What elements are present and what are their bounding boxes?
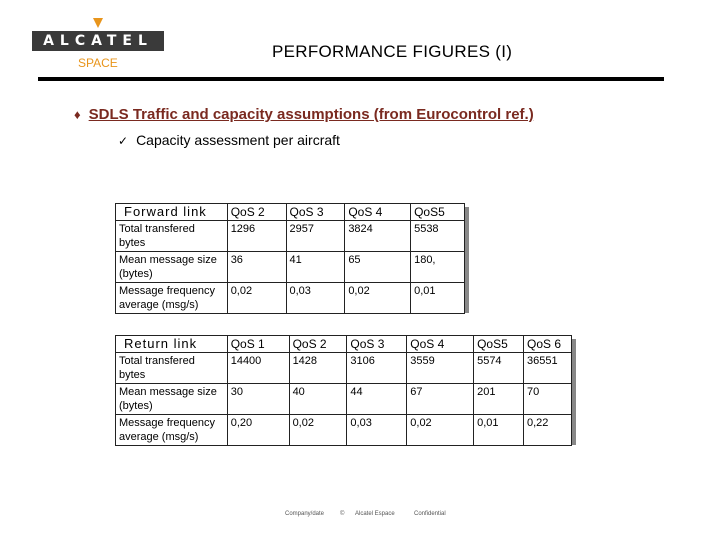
column-header: QoS 2 <box>227 204 286 221</box>
table-cell: 0,20 <box>227 415 289 446</box>
table-cell: 30 <box>227 384 289 415</box>
logo-brand: ALCATEL <box>32 31 164 51</box>
table-row <box>116 221 465 252</box>
table-cell: 36551 <box>524 353 572 384</box>
footer-copyright: © <box>340 511 345 517</box>
column-header: QoS5 <box>411 204 465 221</box>
row-label: Mean message size (bytes) <box>116 384 228 415</box>
table-cell: 65 <box>345 252 411 283</box>
table-cell: 40 <box>289 384 347 415</box>
row-label: Message frequency average (msg/s) <box>116 283 228 314</box>
row-label: Total transfered bytes <box>116 353 228 384</box>
table-cell: 14400 <box>227 353 289 384</box>
table-cell: 2957 <box>286 221 345 252</box>
table-header-row <box>116 204 465 221</box>
table-row <box>116 283 465 314</box>
table-cell: 0,22 <box>524 415 572 446</box>
footer-right: Confidential <box>414 511 446 517</box>
row-label: Total transfered bytes <box>116 221 228 252</box>
table-cell: 0,02 <box>345 283 411 314</box>
row-label: Mean message size (bytes) <box>116 252 228 283</box>
sub-bullet <box>118 132 340 148</box>
column-header: QoS 4 <box>407 336 474 353</box>
table-header-row <box>116 336 572 353</box>
table-cell: 67 <box>407 384 474 415</box>
return-link-table <box>115 335 572 446</box>
table-cell: 1428 <box>289 353 347 384</box>
column-header: QoS 3 <box>286 204 345 221</box>
table-cell: 0,01 <box>411 283 465 314</box>
return-table-title: Return link <box>116 336 228 353</box>
table-cell: 0,02 <box>227 283 286 314</box>
table-cell: 70 <box>524 384 572 415</box>
table-row <box>116 353 572 384</box>
table-row <box>116 384 572 415</box>
column-header: QoS 6 <box>524 336 572 353</box>
checkmark-icon: ✓ <box>118 134 129 148</box>
table-cell: 3559 <box>407 353 474 384</box>
sub-bullet-text: Capacity assessment per aircraft <box>136 132 340 148</box>
table-cell: 41 <box>286 252 345 283</box>
column-header: QoS5 <box>474 336 524 353</box>
alcatel-space-logo <box>30 14 166 76</box>
table-cell: 5574 <box>474 353 524 384</box>
main-bullet <box>74 106 534 123</box>
table-cell: 201 <box>474 384 524 415</box>
table-cell: 0,03 <box>347 415 407 446</box>
column-header: QoS 4 <box>345 204 411 221</box>
table-cell: 0,03 <box>286 283 345 314</box>
row-label: Message frequency average (msg/s) <box>116 415 228 446</box>
column-header: QoS 1 <box>227 336 289 353</box>
main-bullet-text: SDLS Traffic and capacity assumptions (from Eurocontrol ref.) <box>88 106 534 123</box>
forward-table-title: Forward link <box>116 204 228 221</box>
table-cell: 3824 <box>345 221 411 252</box>
table-row <box>116 415 572 446</box>
forward-link-table <box>115 203 465 314</box>
table-cell: 44 <box>347 384 407 415</box>
table-cell: 3106 <box>347 353 407 384</box>
table-cell: 0,01 <box>474 415 524 446</box>
table-cell: 180, <box>411 252 465 283</box>
table-cell: 0,02 <box>289 415 347 446</box>
table-cell: 0,02 <box>407 415 474 446</box>
footer-company: Alcatel Espace <box>355 511 395 517</box>
logo-division: SPACE <box>78 56 118 70</box>
table-cell: 36 <box>227 252 286 283</box>
page-title: PERFORMANCE FIGURES (I) <box>272 42 513 61</box>
diamond-bullet-icon: ♦ <box>74 107 81 122</box>
table-cell: 1296 <box>227 221 286 252</box>
column-header: QoS 3 <box>347 336 407 353</box>
logo-triangle-icon <box>93 18 103 28</box>
table-row <box>116 252 465 283</box>
title-divider <box>38 77 664 81</box>
table-cell: 5538 <box>411 221 465 252</box>
footer-left: Company/date <box>285 511 325 517</box>
column-header: QoS 2 <box>289 336 347 353</box>
